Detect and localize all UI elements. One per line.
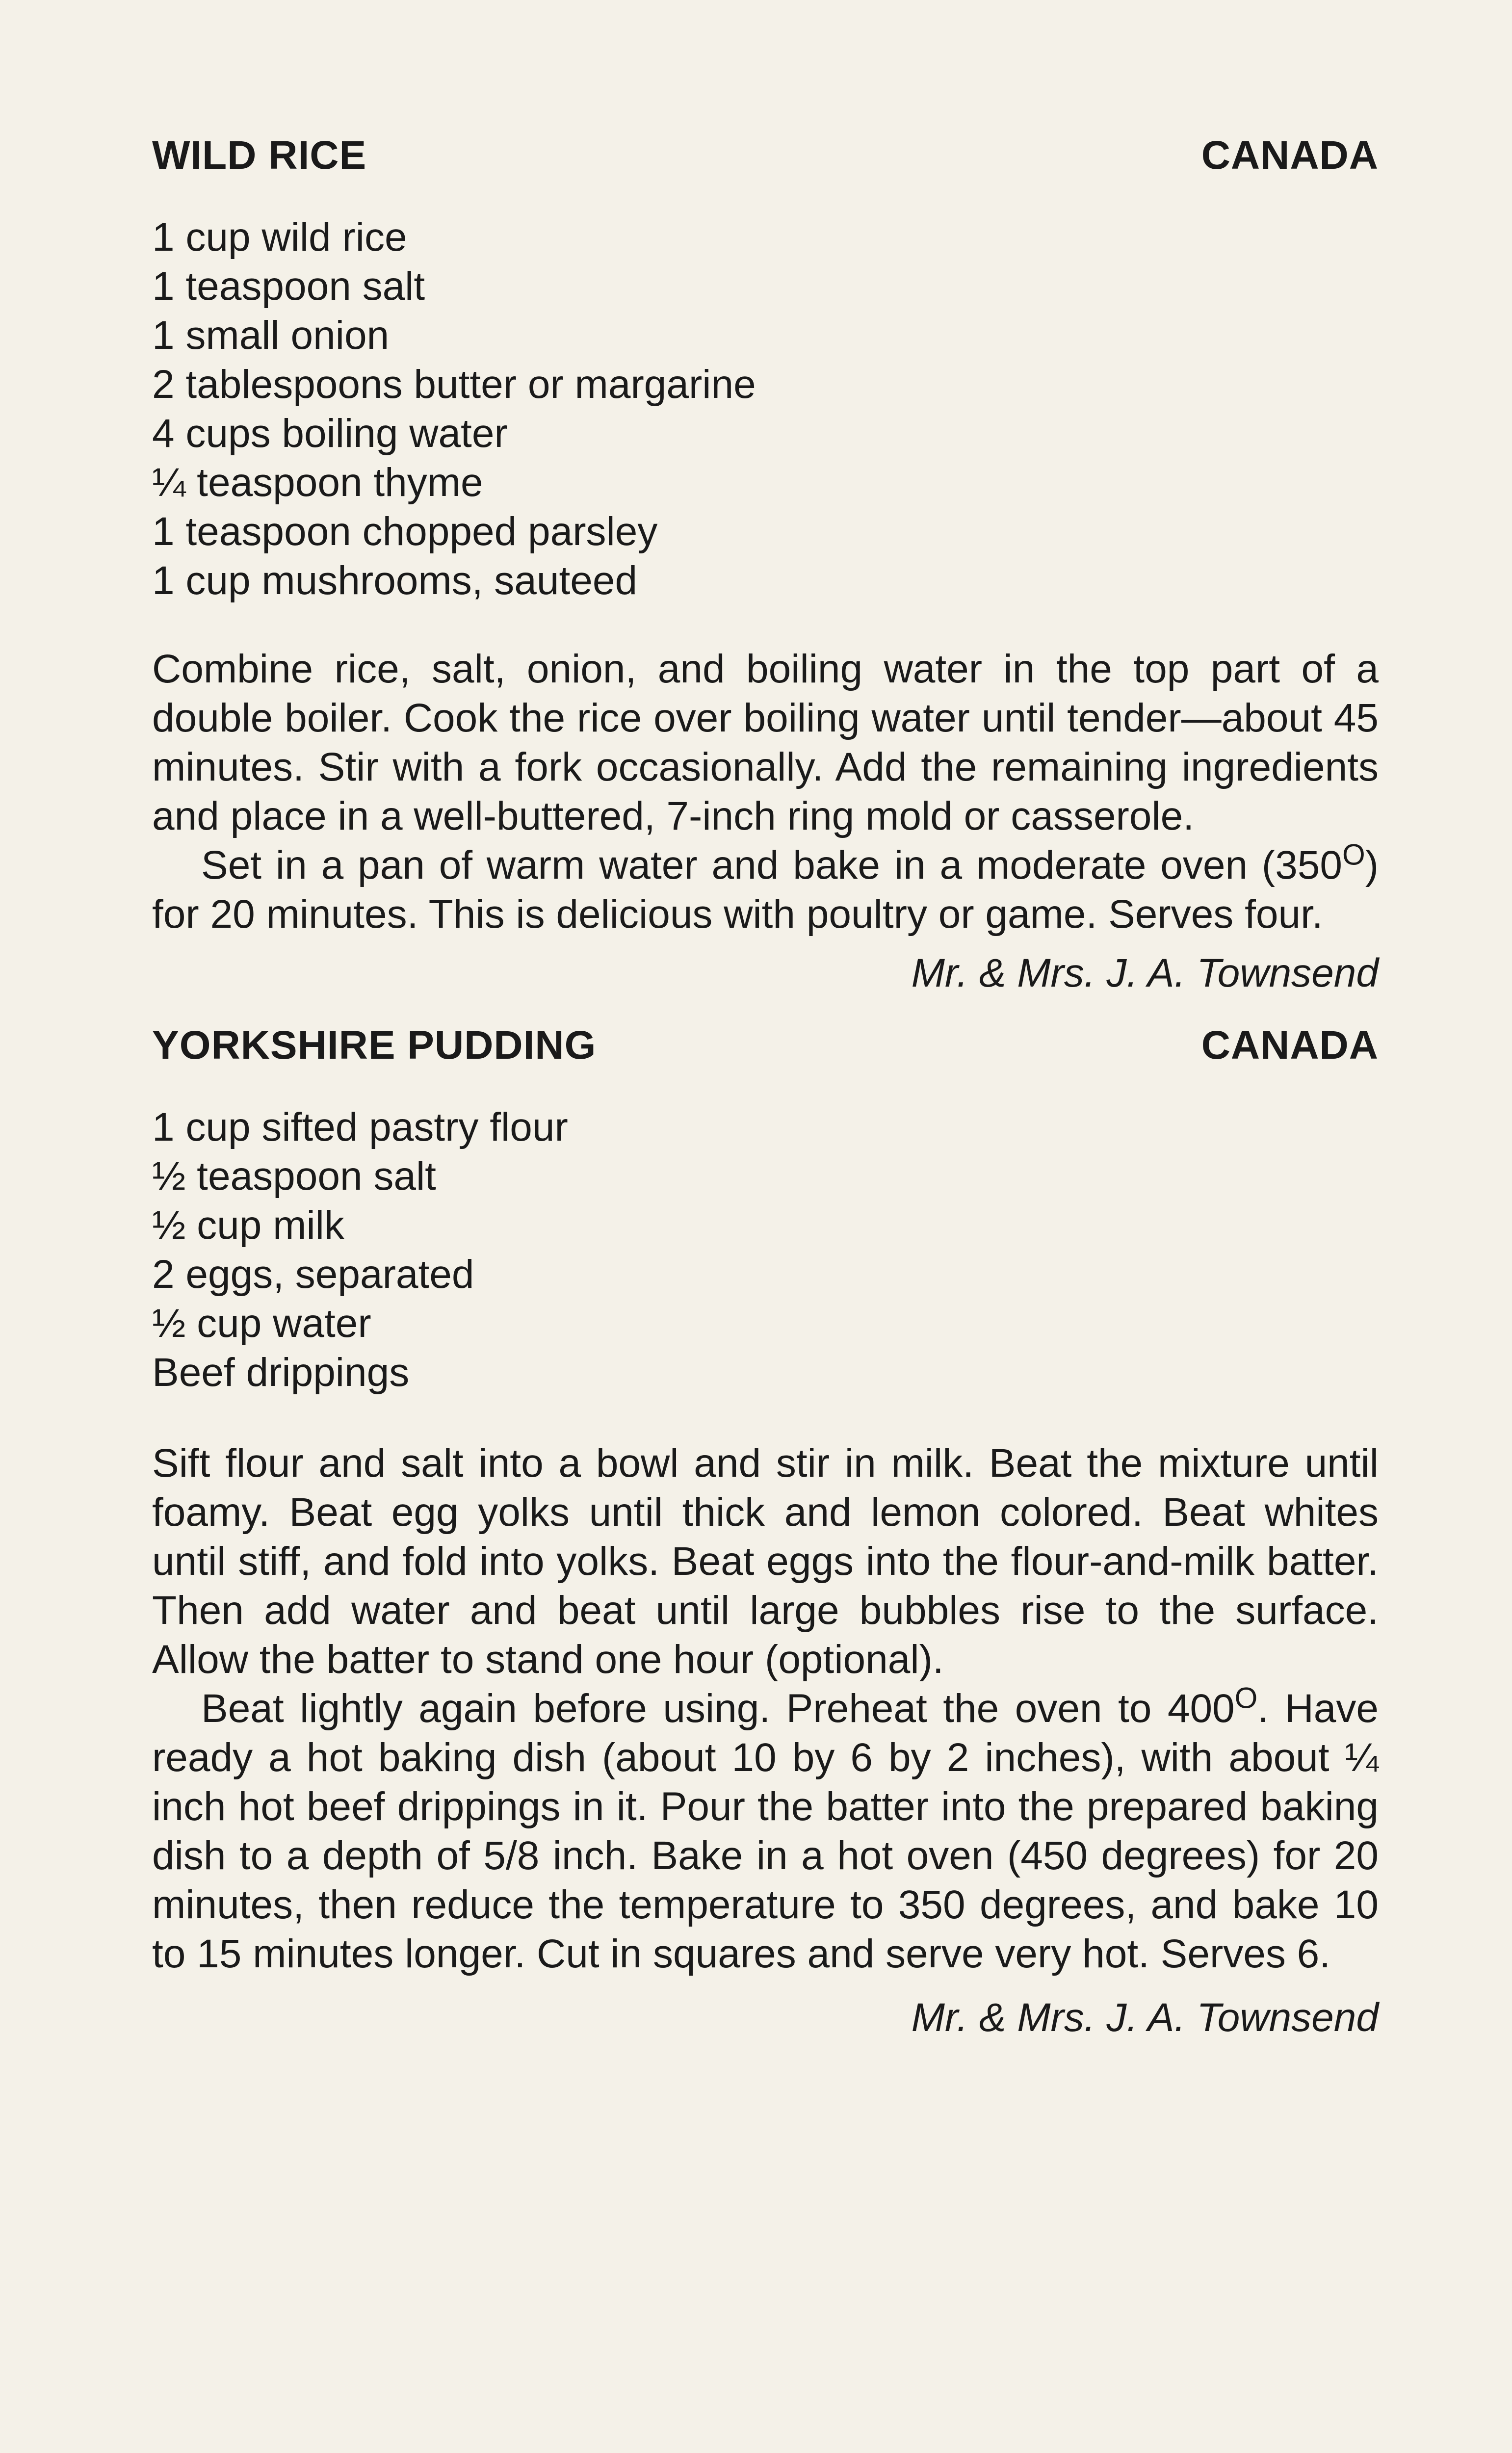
ingredient-item: 2 eggs, separated [152,1252,474,1297]
directions-paragraph [152,838,1379,939]
directions-text: Set in a pan of warm water and bake in a moderate oven (350 [201,843,1343,887]
recipe-header [152,132,1379,179]
ingredient-list [152,213,1379,605]
recipe-region: CANADA [1201,1023,1379,1068]
ingredient-item: 4 cups boiling water [152,411,508,456]
ingredient-item: 1 cup sifted pastry flour [152,1105,568,1149]
page-content [152,132,1379,2042]
recipe-header [152,1022,1379,1069]
degree-mark: O [1234,1681,1258,1715]
recipe-credit: Mr. & Mrs. J. A. Townsend [911,951,1379,995]
directions-paragraph: Combine rice, salt, onion, and boiling water in the top part of a double boiler. Cook the rice over boiling water until tender—about 45 minutes. Stir with a fork occasionally. Add the remaining ingredients and place in a well-buttered, 7-inch ring mold or casserole. [152,647,1379,838]
ingredient-item: Beef drippings [152,1350,410,1395]
ingredient-item: 2 tablespoons butter or margarine [152,362,756,407]
ingredient-item: 1 cup wild rice [152,215,407,260]
directions-paragraph: Sift flour and salt into a bowl and stir in milk. Beat the mixture until foamy. Beat egg yolks until thick and lemon colored. Beat whites until stiff, and fold into yolks. Beat eggs into the flour-and-milk batter. Then add water and beat until large bubbles rise to the surface. Allow the batter to stand one hour (optional). [152,1441,1379,1682]
recipe-wild-rice [152,132,1379,998]
ingredient-item: ½ cup water [152,1301,371,1346]
ingredient-list [152,1103,1379,1397]
directions-paragraph [152,1681,1379,1979]
ingredient-item: ¼ teaspoon thyme [152,460,483,505]
ingredient-item: 1 teaspoon salt [152,264,425,309]
recipe-credit: Mr. & Mrs. J. A. Townsend [911,1995,1379,2040]
directions-text: Beat lightly again before using. Preheat the oven to 400 [201,1686,1235,1731]
recipe-title: WILD RICE [152,133,367,178]
ingredient-item: ½ teaspoon salt [152,1154,436,1199]
directions-text: ) for 20 minutes. This is delicious with poultry or game. Serves four. [152,843,1379,937]
degree-mark: O [1342,838,1365,871]
ingredient-item: 1 cup mushrooms, sauteed [152,558,638,603]
ingredient-item: ½ cup milk [152,1203,344,1248]
recipe-region: CANADA [1201,133,1379,178]
ingredient-item: 1 teaspoon chopped parsley [152,509,658,554]
directions-text: . Have ready a hot baking dish (about 10 by 6 by 2 inches), with about ¼ inch hot beef drippings in it. Pour the batter into the prepared baking dish to a depth of 5/8 inch. Bake in a hot oven (450 degrees) for 20 minutes, then reduce the temperature to 350 degrees, and bake 10 to 15 minutes longer. Cut in squares and serve very hot. Serves 6. [152,1686,1379,1976]
ingredient-item: 1 small onion [152,313,390,358]
recipe-yorkshire-pudding [152,1022,1379,2042]
recipe-title: YORKSHIRE PUDDING [152,1023,597,1068]
